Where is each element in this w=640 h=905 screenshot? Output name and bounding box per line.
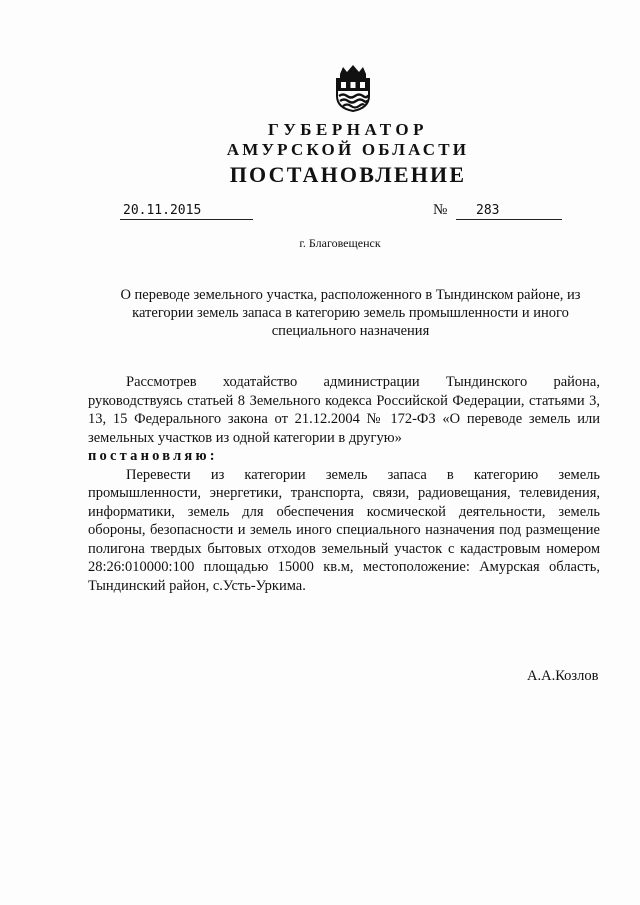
decision-paragraph: Перевести из категории земель запаса в категорию земель промышленности, энергетики, транспорта, связи, радиовещания, телевидения, информатики, земель для обеспечения космической деятельности, земель обороны, безопасности и земель иного специального назначения под размещение полигона твердых бытовых отходов земельный участок с кадастровым номером 28:26:010000:100 площадью 15000 кв.м, местоположение: Амурская область, Тындинский район, с.Усть-Уркима. [88, 466, 600, 594]
city-label: г. Благовещенск [299, 236, 381, 250]
document-number: 283 [456, 203, 562, 220]
issuer-region: АМУРСКОЙ ОБЛАСТИ [226, 140, 470, 159]
document-subject: О переводе земельного участка, расположенного в Тындинском районе, из категории земель запаса в категорию земель промышленности и иного специального назначения [120, 287, 581, 339]
document-body [88, 373, 600, 595]
decree-word: постановляю: [88, 448, 218, 464]
number-sign: № [433, 202, 448, 218]
signatory-name: А.А.Козлов [527, 668, 599, 684]
issuer-title: ГУБЕРНАТОР [268, 120, 428, 139]
amur-region-coat-of-arms-icon [331, 64, 375, 112]
document-type: ПОСТАНОВЛЕНИЕ [229, 162, 467, 187]
preamble-paragraph: Рассмотрев ходатайство администрации Тындинского района, руководствуясь статьей 8 Земельного кодекса Российской Федерации, статьями 3, 13, 15 Федерального закона от 21.12.2004 № 172-ФЗ «О переводе земель или земельных участков из одной категории в другую» [88, 374, 600, 446]
document-date: 20.11.2015 [120, 203, 253, 220]
